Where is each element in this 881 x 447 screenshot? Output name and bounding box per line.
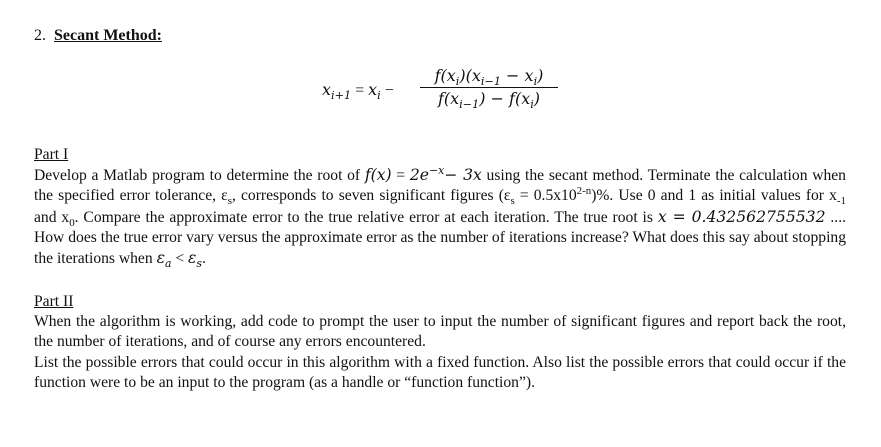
part-one-label: Part I	[34, 146, 69, 163]
problem-title: Secant Method:	[54, 27, 162, 44]
true-root: x = 0.432562755532	[657, 207, 826, 226]
part-one-text: Develop a Matlab program to determine the root of $f(x) = 2e^{-x}- 3x$ using the secant method. Terminate the calculation when the specified error tolerance, $\varepsilon_s$, corresponds to seven significant figures $(\varepsilon_s = 0.5x10^{2-n})\%$. Use 0 and 1 as initial values for $x_{-1}$ and $x_0$. Compare the approximate error to the true relative error at each iteration. The true root is x = 0.432562755532 .... How does the true error vary versus the approximate error as the number of iterations increase? What does this say about stopping the iterations when $\varepsilon_a < \varepsilon_s$.	[34, 164, 847, 271]
formula-denominator: $f(x_{i-1}) - f(x_i)$	[437, 89, 541, 112]
secant-formula	[322, 66, 582, 114]
problem-number: 2.	[34, 27, 46, 44]
part-two-paragraph-1: When the algorithm is working, add code to prompt the user to input the number of significant figures and report back the root, the number of iterations, and of course any errors encountered.	[34, 313, 846, 351]
part-two-paragraph-2: List the possible errors that could occur in this algorithm with a fixed function. Also list the possible errors that could occur if the function were to be an input to the program (as a handle or “function function”).	[34, 353, 846, 391]
formula-lhs: $x_{i+1} = x_i$ −	[322, 80, 394, 103]
formula-numerator: $f(x_i)(x_{i-1} - x_i)$	[434, 66, 544, 89]
part-one	[34, 145, 846, 269]
part-two-label: Part II	[34, 293, 74, 310]
formula-fraction	[420, 66, 558, 112]
part-two	[34, 292, 846, 393]
problem-heading	[34, 27, 162, 45]
